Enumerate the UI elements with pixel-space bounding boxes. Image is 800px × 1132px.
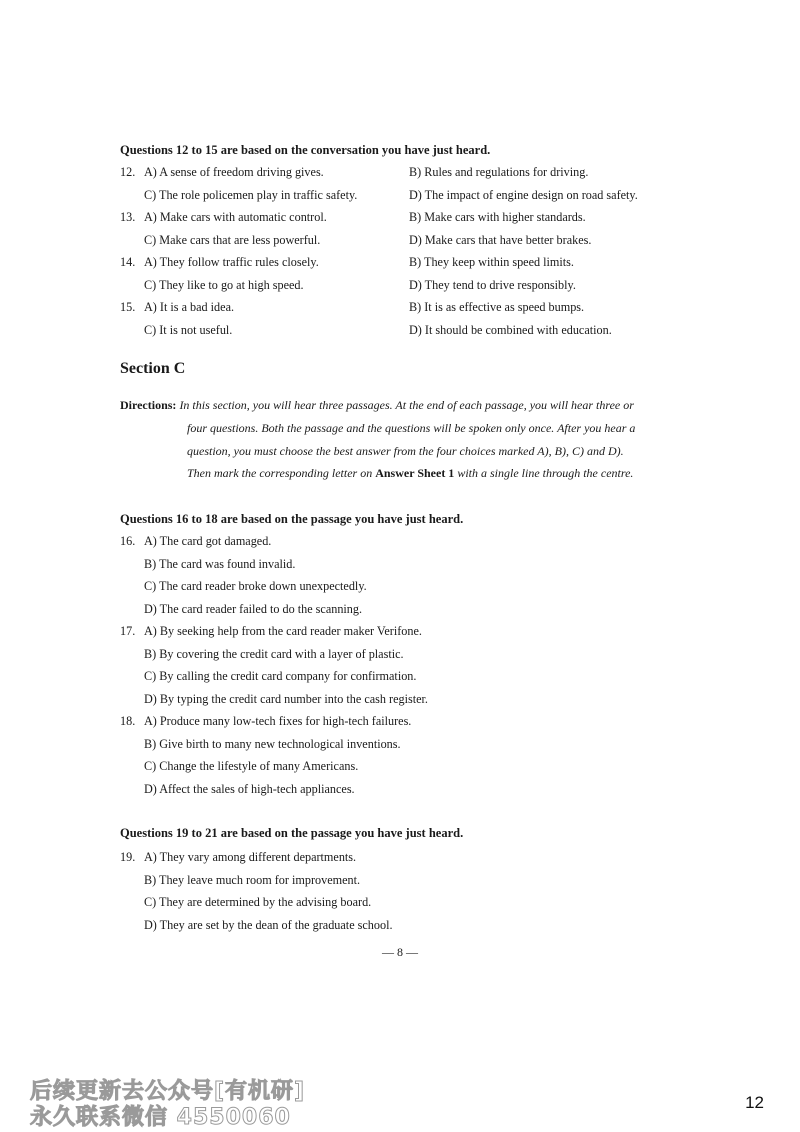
corner-page-number: 12 (745, 1093, 764, 1112)
option-18d: D) Affect the sales of high-tech appliances. (144, 782, 355, 796)
directions-text-1: In this section, you will hear three passages. At the end of each passage, you will hear three or (179, 398, 634, 412)
question-number-19: 19. (120, 850, 136, 864)
option-15a: A) It is a bad idea. (144, 300, 235, 314)
option-13b: B) Make cars with higher standards. (409, 210, 586, 224)
directions-line-2: four questions. Both the passage and the questions will be spoken only once. After you hear a (187, 421, 636, 435)
option-12b: B) Rules and regulations for driving. (409, 165, 589, 179)
option-19d: D) They are set by the dean of the graduate school. (144, 918, 393, 932)
option-15c: C) It is not useful. (144, 323, 233, 337)
question-number-16: 16. (120, 534, 136, 548)
option-17b: B) By covering the credit card with a layer of plastic. (144, 647, 404, 661)
option-12d: D) The impact of engine design on road safety. (409, 188, 638, 202)
option-16b: B) The card was found invalid. (144, 557, 296, 571)
option-14a: A) They follow traffic rules closely. (144, 255, 319, 269)
watermark-line-2: 永久联系微信 4550060 (30, 1105, 291, 1130)
option-18a: A) Produce many low-tech fixes for high-tech failures. (144, 714, 412, 728)
directions-text-4b: with a single line through the centre. (457, 466, 634, 480)
directions-line-3: question, you must choose the best answer from the four choices marked A), B), C) and D). (187, 444, 624, 458)
option-18b: B) Give birth to many new technological inventions. (144, 737, 401, 751)
question-group-heading-16-18: Questions 16 to 18 are based on the passage you have just heard. (120, 512, 464, 526)
option-14b: B) They keep within speed limits. (409, 255, 574, 269)
section-title: Section C (120, 360, 186, 377)
directions-line-1 (120, 398, 634, 413)
question-number-13: 13. (120, 210, 136, 224)
directions-label: Directions: (120, 398, 177, 412)
question-number-15: 15. (120, 300, 136, 314)
option-12a: A) A sense of freedom driving gives. (144, 165, 324, 179)
option-13a: A) Make cars with automatic control. (144, 210, 327, 224)
option-16c: C) The card reader broke down unexpectedly. (144, 579, 367, 593)
option-15d: D) It should be combined with education. (409, 323, 612, 337)
question-number-14: 14. (120, 255, 136, 269)
option-12c: C) The role policemen play in traffic safety. (144, 188, 358, 202)
question-number-17: 17. (120, 624, 136, 638)
page-number: — 8 — (382, 945, 418, 959)
answer-sheet-label: Answer Sheet 1 (375, 466, 455, 480)
option-15b: B) It is as effective as speed bumps. (409, 300, 585, 314)
option-17d: D) By typing the credit card number into the cash register. (144, 692, 428, 706)
directions-line-4 (187, 466, 633, 481)
option-19c: C) They are determined by the advising board. (144, 895, 372, 909)
option-14d: D) They tend to drive responsibly. (409, 278, 576, 292)
option-18c: C) Change the lifestyle of many Americans. (144, 759, 359, 773)
option-19a: A) They vary among different departments. (144, 850, 357, 864)
option-16d: D) The card reader failed to do the scanning. (144, 602, 363, 616)
question-group-heading-19-21: Questions 19 to 21 are based on the passage you have just heard. (120, 826, 464, 840)
question-number-12: 12. (120, 165, 136, 179)
question-number-18: 18. (120, 714, 136, 728)
option-17c: C) By calling the credit card company for confirmation. (144, 669, 417, 683)
option-13c: C) Make cars that are less powerful. (144, 233, 321, 247)
option-19b: B) They leave much room for improvement. (144, 873, 361, 887)
option-14c: C) They like to go at high speed. (144, 278, 304, 292)
directions-text-4a: Then mark the corresponding letter on (187, 466, 373, 480)
watermark-line-1: 后续更新去公众号[有机研] (30, 1079, 306, 1104)
question-group-heading-12-15: Questions 12 to 15 are based on the conversation you have just heard. (120, 143, 491, 157)
option-13d: D) Make cars that have better brakes. (409, 233, 592, 247)
option-17a: A) By seeking help from the card reader maker Verifone. (144, 624, 422, 638)
option-16a: A) The card got damaged. (144, 534, 272, 548)
